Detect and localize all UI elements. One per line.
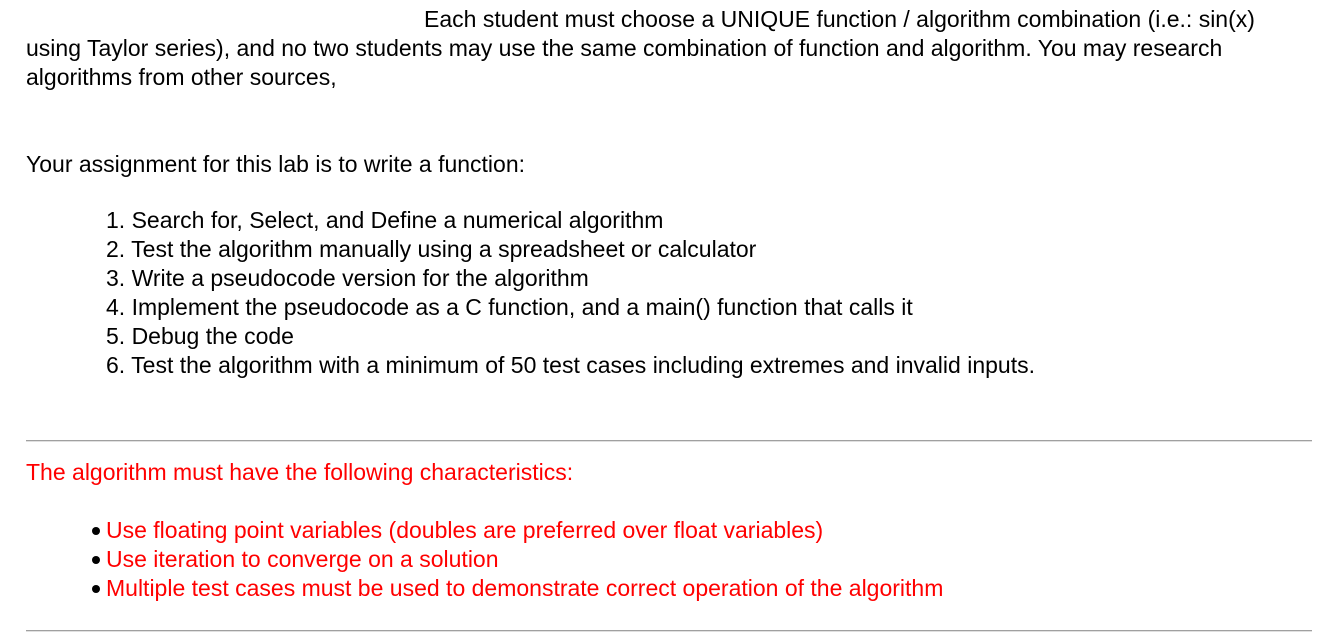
horizontal-rule: [26, 440, 1312, 442]
characteristic-text: Use floating point variables (doubles are preferred over float variables): [106, 517, 824, 543]
characteristics-list: [106, 516, 943, 603]
step-item: 5. Debug the code: [106, 323, 294, 349]
step-item: 6. Test the algorithm with a minimum of 50 test cases including extremes and invalid inputs.: [106, 352, 1035, 378]
bullet-icon: [92, 556, 100, 564]
characteristic-text: Multiple test cases must be used to demonstrate correct operation of the algorithm: [106, 575, 944, 601]
characteristics-heading: The algorithm must have the following characteristics:: [26, 459, 574, 485]
characteristic-item: [106, 545, 943, 574]
bullet-icon: [92, 585, 100, 593]
horizontal-rule: [26, 630, 1312, 632]
assignment-line: Your assignment for this lab is to write a function:: [26, 151, 526, 177]
bullet-icon: [92, 527, 100, 535]
characteristic-item: [106, 574, 943, 603]
intro-paragraph: Each student must choose a UNIQUE function / algorithm combination (i.e.: sin(x) using Taylor series), and no two students may use the same combination of function and algorithm. You may research algorithms from other sources,: [26, 6, 1255, 90]
step-item: 3. Write a pseudocode version for the algorithm: [106, 265, 589, 291]
characteristic-text: Use iteration to converge on a solution: [106, 546, 499, 572]
characteristic-item: [106, 516, 943, 545]
step-item: 4. Implement the pseudocode as a C function, and a main() function that calls it: [106, 294, 913, 320]
step-item: 2. Test the algorithm manually using a spreadsheet or calculator: [106, 236, 757, 262]
step-item: 1. Search for, Select, and Define a numerical algorithm: [106, 207, 664, 233]
steps-list: [106, 206, 1035, 380]
